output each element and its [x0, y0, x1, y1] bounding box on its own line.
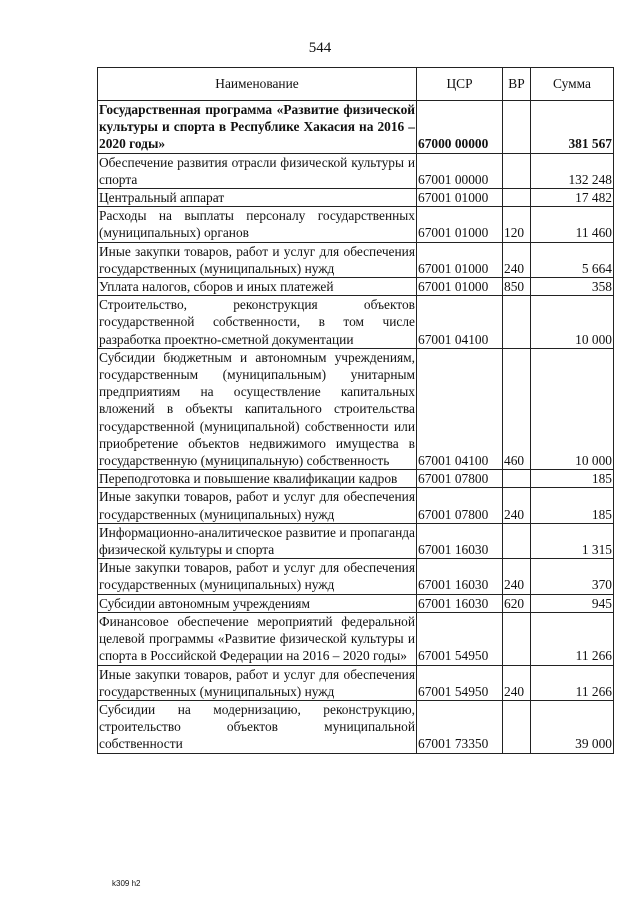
table-row: [98, 348, 614, 469]
row-csr-cell: 67000 00000: [417, 101, 503, 154]
row-csr-cell: 67001 16030: [417, 559, 503, 594]
row-csr-cell: 67001 01000: [417, 207, 503, 242]
row-sum-cell: 358: [531, 278, 614, 296]
row-name-cell: Уплата налогов, сборов и иных платежей: [98, 278, 417, 296]
row-sum-cell: 10 000: [531, 348, 614, 469]
row-name-cell: Субсидии автономным учреждениям: [98, 594, 417, 612]
row-name-cell: Иные закупки товаров, работ и услуг для обеспечения государственных (муниципальных) нужд: [99, 666, 415, 699]
row-vr-cell: [503, 700, 531, 753]
row-sum-cell: 10 000: [531, 296, 614, 349]
table-row: [98, 700, 614, 753]
page-number: 544: [308, 40, 332, 56]
table-row: [98, 242, 614, 277]
table-row: [98, 101, 614, 154]
table-header-row: [98, 68, 614, 101]
row-name-cell: Центральный аппарат: [98, 189, 417, 207]
row-csr-cell: 67001 07800: [417, 488, 503, 523]
table-row: [98, 665, 614, 700]
row-name-cell: Государственная программа «Развитие физической культуры и спорта в Республике Хакасия на 2016 – 2020 годы»: [99, 102, 415, 152]
row-vr-cell: 460: [503, 348, 531, 469]
column-header-vr: ВР: [503, 68, 531, 101]
row-name-cell: Обеспечение развития отрасли физической культуры и спорта: [99, 154, 415, 187]
table-row: [98, 189, 614, 207]
row-vr-cell: [503, 523, 531, 558]
row-csr-cell: 67001 07800: [417, 470, 503, 488]
row-name-cell: Информационно-аналитическое развитие и пропаганда физической культуры и спорта: [99, 524, 415, 558]
budget-table: [97, 67, 614, 754]
table-row: [98, 278, 614, 296]
table-row: [98, 207, 614, 242]
row-vr-cell: [503, 189, 531, 207]
column-header-csr: ЦСР: [417, 68, 503, 101]
row-csr-cell: 67001 01000: [417, 278, 503, 296]
row-vr-cell: 240: [503, 242, 531, 277]
row-csr-cell: 67001 54950: [417, 665, 503, 700]
row-sum-cell: 185: [531, 488, 614, 523]
row-vr-cell: 240: [503, 488, 531, 523]
row-sum-cell: 381 567: [531, 101, 614, 154]
table-row: [98, 612, 614, 665]
row-csr-cell: 67001 16030: [417, 523, 503, 558]
row-sum-cell: 17 482: [531, 189, 614, 207]
row-name-cell: Расходы на выплаты персоналу государственных (муниципальных) органов: [99, 208, 415, 241]
row-vr-cell: [503, 101, 531, 154]
row-csr-cell: 67001 01000: [417, 242, 503, 277]
row-csr-cell: 67001 16030: [417, 594, 503, 612]
row-csr-cell: 67001 04100: [417, 348, 503, 469]
row-vr-cell: 120: [503, 207, 531, 242]
row-name-cell: Субсидии на модернизацию, реконструкцию, строительство объектов муниципальной собственности: [99, 701, 415, 752]
row-sum-cell: 945: [531, 594, 614, 612]
table-row: [98, 488, 614, 523]
row-vr-cell: [503, 612, 531, 665]
row-sum-cell: 132 248: [531, 153, 614, 188]
row-sum-cell: 11 266: [531, 612, 614, 665]
row-sum-cell: 39 000: [531, 700, 614, 753]
table-row: [98, 594, 614, 612]
row-name-cell: Иные закупки товаров, работ и услуг для обеспечения государственных (муниципальных) нужд: [99, 243, 415, 276]
row-sum-cell: 185: [531, 470, 614, 488]
row-name-cell: Субсидии бюджетным и автономным учреждениям, государственным (муниципальным) унитарным предприятиям на осуществление капитальных вложений в объекты капитального строительства государственной (муниципальной) собственности или приобретение объектов недвижимого имущества в государственную (муниципальную) собственность: [99, 349, 415, 469]
row-sum-cell: 1 315: [531, 523, 614, 558]
row-vr-cell: 240: [503, 665, 531, 700]
row-vr-cell: [503, 153, 531, 188]
row-csr-cell: 67001 04100: [417, 296, 503, 349]
table-row: [98, 296, 614, 349]
row-vr-cell: [503, 296, 531, 349]
row-sum-cell: 11 266: [531, 665, 614, 700]
row-sum-cell: 5 664: [531, 242, 614, 277]
row-vr-cell: 620: [503, 594, 531, 612]
column-header-name: Наименование: [98, 68, 417, 101]
column-header-sum: Сумма: [531, 68, 614, 101]
row-name-cell: Иные закупки товаров, работ и услуг для обеспечения государственных (муниципальных) нужд: [99, 560, 415, 593]
row-vr-cell: 240: [503, 559, 531, 594]
row-vr-cell: [503, 470, 531, 488]
row-csr-cell: 67001 00000: [417, 153, 503, 188]
row-sum-cell: 11 460: [531, 207, 614, 242]
row-name-cell: Финансовое обеспечение мероприятий федеральной целевой программы «Развитие физической культуры и спорта в Российской Федерации на 2016 – 2020 годы»: [99, 613, 415, 664]
footnote-code: k309 h2: [112, 879, 141, 888]
row-name-cell: Иные закупки товаров, работ и услуг для обеспечения государственных (муниципальных) нужд: [99, 489, 415, 522]
table-row: [98, 470, 614, 488]
table-row: [98, 153, 614, 188]
row-csr-cell: 67001 01000: [417, 189, 503, 207]
row-csr-cell: 67001 73350: [417, 700, 503, 753]
row-name-cell: Переподготовка и повышение квалификации кадров: [98, 470, 417, 488]
row-csr-cell: 67001 54950: [417, 612, 503, 665]
table-row: [98, 523, 614, 558]
row-name-cell: Строительство, реконструкция объектов государственной собственности, в том числе разработка проектно-сметной документации: [99, 297, 415, 347]
row-vr-cell: 850: [503, 278, 531, 296]
row-sum-cell: 370: [531, 559, 614, 594]
table-row: [98, 559, 614, 594]
